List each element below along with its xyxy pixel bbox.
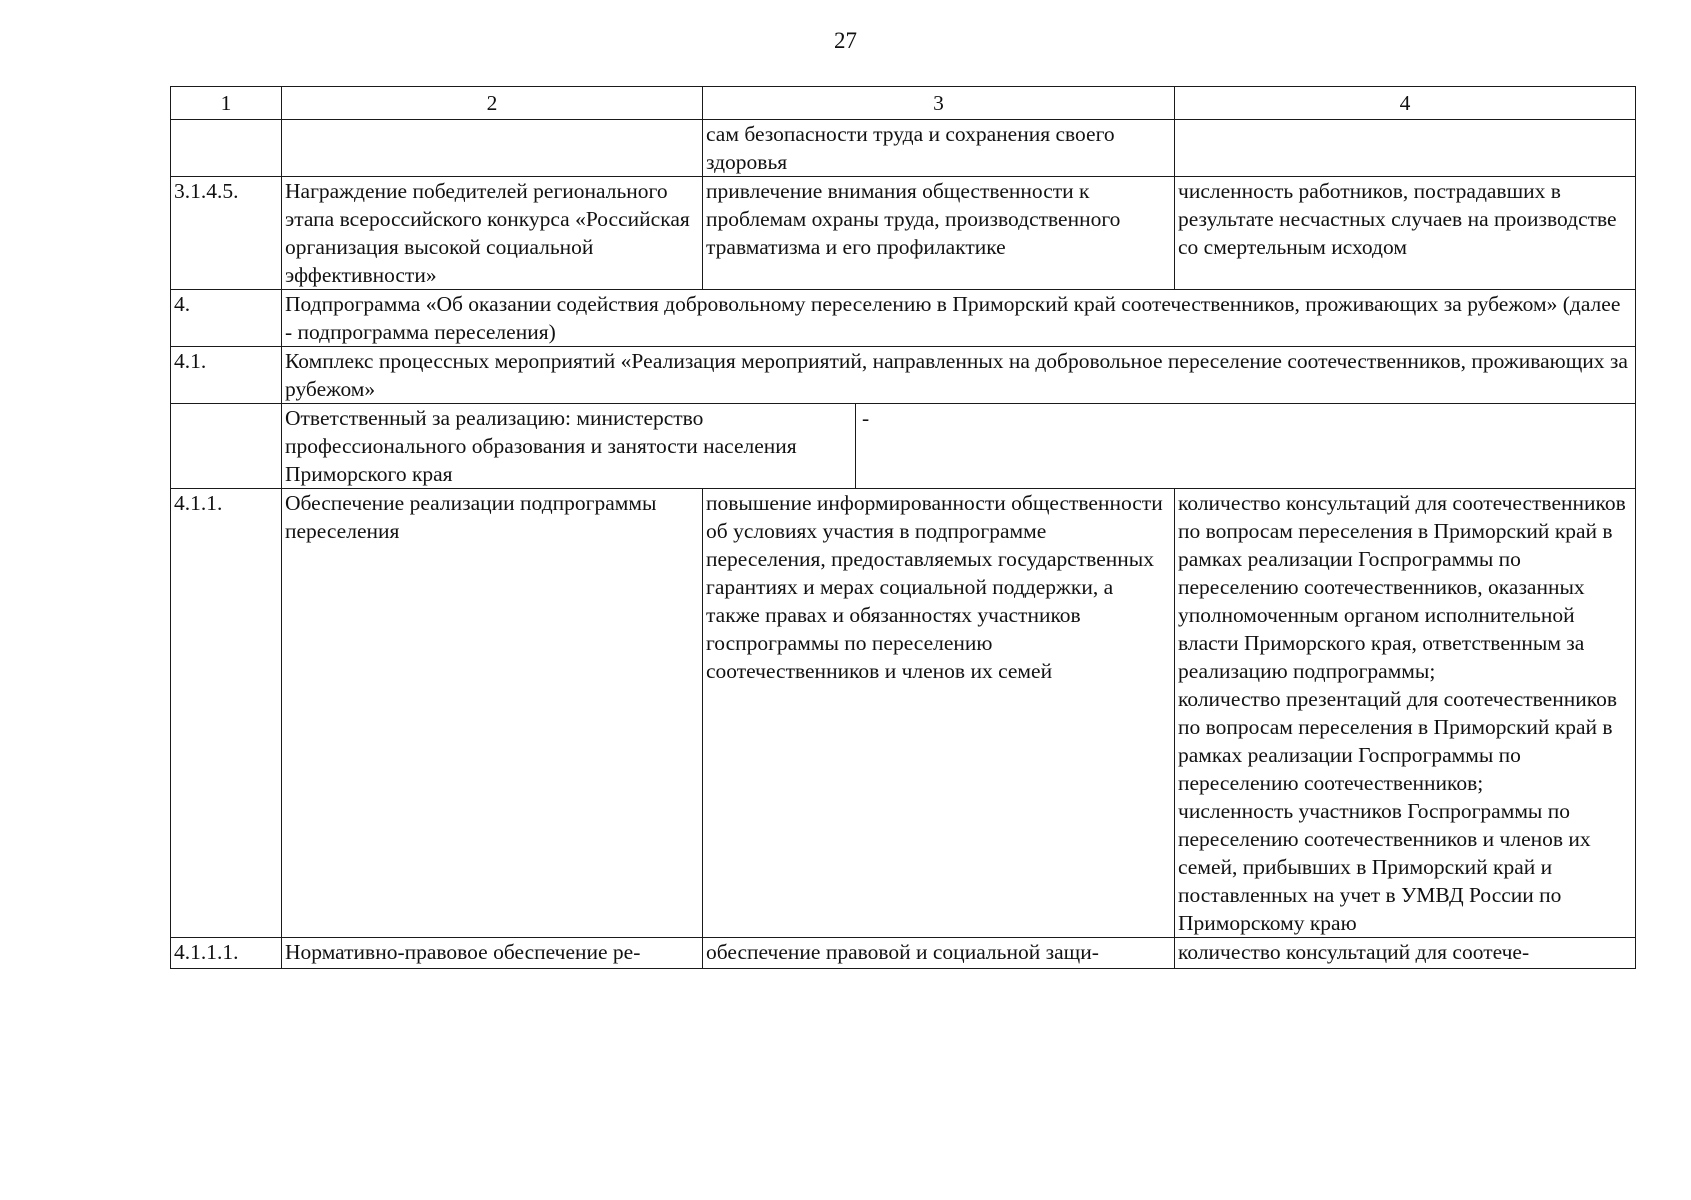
subprogram-row	[171, 290, 1636, 347]
table-row	[171, 938, 1636, 969]
row-number: 4.1.1.1.	[171, 938, 282, 969]
subprogram-number: 4.	[171, 290, 282, 347]
complex-title: Комплекс процессных мероприятий «Реализация мероприятий, направленных на добровольное переселение соотечественников, проживающих за рубежом»	[282, 347, 1636, 404]
row-number	[171, 120, 282, 177]
responsible-cell	[282, 404, 1636, 489]
responsible-row	[171, 404, 1636, 489]
responsible-number	[171, 404, 282, 489]
header-col-3: 3	[703, 87, 1175, 120]
row-event	[282, 120, 703, 177]
row-number: 3.1.4.5.	[171, 177, 282, 290]
header-col-2: 2	[282, 87, 703, 120]
row-result: привлечение внимания общественности к проблемам охраны труда, производственного травматизма и его профилактике	[703, 177, 1175, 290]
row-indicator	[1175, 120, 1636, 177]
row-event: Нормативно-правовое обеспечение ре-	[282, 938, 703, 969]
row-indicator: количество консультаций для соотече-	[1175, 938, 1636, 969]
responsible-label: Ответственный за реализацию: министерство профессионального образования и занятости населения Приморского края	[282, 404, 856, 488]
complex-row	[171, 347, 1636, 404]
table-row	[171, 489, 1636, 938]
subprogram-title: Подпрограмма «Об оказании содействия добровольному переселению в Приморский край соотечественников, проживающих за рубежом» (далее - подпрограмма переселения)	[282, 290, 1636, 347]
table-row	[171, 120, 1636, 177]
row-indicator: численность работников, пострадавших в результате несчастных случаев на производстве со смертельным исходом	[1175, 177, 1636, 290]
page-number: 27	[834, 28, 857, 53]
program-table	[170, 86, 1636, 969]
row-event: Обеспечение реализации подпрограммы переселения	[282, 489, 703, 938]
row-result: повышение информированности общественности об условиях участия в подпрограмме переселения, предоставляемых государственных гарантиях и мерах социальной поддержки, а также правах и обязанностях участников госпрограммы по переселению соотечественников и членов их семей	[703, 489, 1175, 938]
row-result: сам безопасности труда и сохранения своего здоровья	[703, 120, 1175, 177]
complex-number: 4.1.	[171, 347, 282, 404]
row-event: Награждение победителей регионального этапа всероссийского конкурса «Российская организация высокой социальной эффективности»	[282, 177, 703, 290]
header-col-1: 1	[171, 87, 282, 120]
row-result: обеспечение правовой и социальной защи-	[703, 938, 1175, 969]
row-indicator: количество консультаций для соотечественников по вопросам переселения в Приморский край в рамках реализации Госпрограммы по переселению соотечественников, оказанных уполномоченным органом исполнительной власти Приморского края, ответственным за реализацию подпрограммы; количество презентаций для соотечественников по вопросам переселения в Приморский край в рамках реализации Госпрограммы по переселению соотечественников; численность участников Госпрограммы по переселению соотечественников и членов их семей, прибывших в Приморский край и поставленных на учет в УМВД России по Приморскому краю	[1175, 489, 1636, 938]
table-header-row	[171, 87, 1636, 120]
table-row	[171, 177, 1636, 290]
row-number: 4.1.1.	[171, 489, 282, 938]
header-col-4: 4	[1175, 87, 1636, 120]
responsible-value: -	[862, 406, 870, 430]
